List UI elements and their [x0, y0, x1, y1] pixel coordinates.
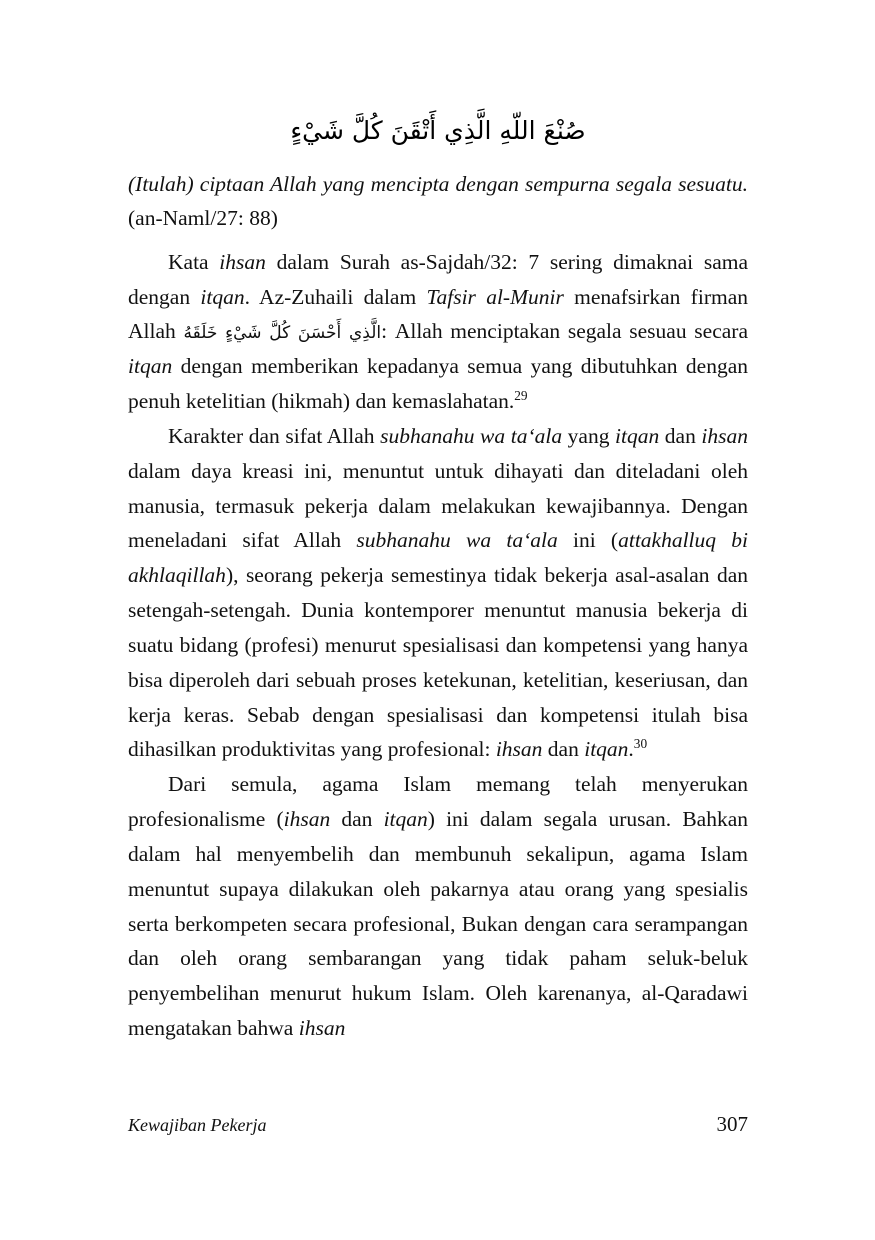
text-run: yang: [562, 423, 616, 448]
text-run: dalam daya kreasi ini, menuntut untuk dihayati dan diteladani oleh manusia, termasuk pekerja dalam melakukan kewajibannya. Dengan meneladani sifat Allah: [128, 458, 748, 553]
verse-translation: [128, 167, 748, 236]
page-footer: [128, 1112, 748, 1137]
footnote-marker: 30: [633, 736, 648, 752]
page-content: [128, 108, 748, 1046]
text-run: dengan memberikan kepadanya semua yang dibutuhkan dengan penuh ketelitian (hikmah) dan kemaslahatan.: [128, 354, 748, 414]
text-run: ), seorang pekerja semestinya tidak bekerja asal-asalan dan setengah-setengah. Dunia kontemporer menuntut manusia bekerja di suatu bidang (profesi) menurut spesialisasi dan kompetensi yang hanya bisa diperoleh dari sebuah proses ketekunan, ketelitian, keseriusan, dan kerja keras. Sebab dengan spesialisasi dan kompetensi itulah bisa dihasilkan produktivitas yang profesional:: [128, 563, 748, 762]
emphasis-term: ihsan: [283, 807, 331, 832]
text-run: : Allah menciptakan segala sesuau secara: [381, 319, 748, 344]
emphasis-term: attakhalluq bi akhlaqillah: [128, 528, 748, 588]
text-run: dan: [542, 737, 585, 762]
emphasis-term: itqan: [584, 737, 629, 762]
emphasis-term: Tafsir al-Munir: [426, 284, 564, 309]
page-number: 307: [716, 1112, 748, 1136]
emphasis-term: subhanahu wa ta‘ala: [356, 528, 558, 553]
text-run: Dari semula, agama Islam memang telah menyerukan profesionalisme (: [128, 772, 748, 832]
emphasis-term: itqan: [383, 807, 428, 832]
text-run: dalam Surah as-Sajdah/32: 7 sering dimaknai sama dengan: [128, 249, 748, 309]
emphasis-term: ihsan: [298, 1016, 346, 1040]
text-run: ini (: [557, 528, 619, 553]
emphasis-term: ihsan: [219, 249, 266, 274]
running-head: Kewajiban Pekerja: [128, 1115, 267, 1135]
paragraph-2: [128, 419, 748, 767]
paragraph-3: [128, 767, 748, 1046]
verse-translation-text: (Itulah) ciptaan Allah yang mencipta dengan sempurna segala sesuatu.: [128, 172, 748, 196]
text-run: dan: [330, 807, 384, 832]
text-run: Kata: [168, 249, 220, 274]
emphasis-term: ihsan: [701, 423, 748, 448]
text-run: . Az-Zuhaili dalam: [244, 284, 427, 309]
text-run: Karakter dan sifat Allah: [168, 423, 381, 448]
text-run: menafsirkan firman Allah: [128, 284, 748, 344]
emphasis-term: itqan: [200, 284, 245, 309]
text-run: dan: [659, 423, 702, 448]
emphasis-term: itqan: [615, 423, 660, 448]
paragraph-1: [128, 245, 748, 419]
emphasis-term: itqan: [128, 354, 173, 379]
text-run: ) ini dalam segala urusan. Bahkan dalam hal menyembelih dan membunuh sekalipun, agama Islam menuntut supaya dilakukan oleh pakarnya atau orang yang spesialis serta berkompeten secara profesional, Bukan dengan cara serampangan dan oleh orang sembarangan yang tidak paham seluk-beluk penyembelihan menurut hukum Islam. Oleh karenanya, al-Qaradawi mengatakan bahwa: [128, 807, 748, 1040]
footnote-marker: 29: [514, 387, 528, 403]
emphasis-term: subhanahu wa ta‘ala: [380, 423, 563, 448]
emphasis-term: ihsan: [495, 737, 543, 762]
text-run: .: [628, 737, 634, 762]
quran-verse-arabic: صُنْعَ اللّهِ الَّذِي أَتْقَنَ كُلَّ شَيْءٍ: [290, 116, 586, 145]
inline-arabic-quote: الَّذِي أَحْسَنَ كُلَّ شَيْءٍ خَلَقَهُ: [183, 323, 382, 344]
verse-reference: (an-Naml/27: 88): [128, 206, 278, 231]
